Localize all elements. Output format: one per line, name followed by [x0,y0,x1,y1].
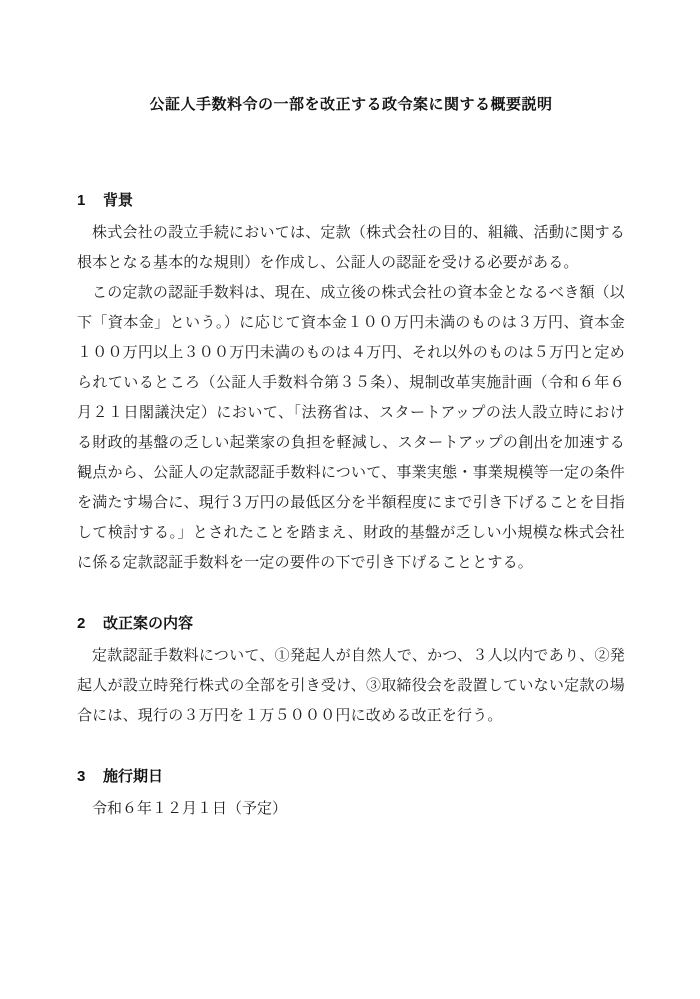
section-heading-label: 施行期日 [103,768,164,785]
document-title: 公証人手数料令の一部を改正する政令案に関する概要説明 [149,96,553,113]
section-heading [77,612,625,636]
section-heading-label: 背景 [103,192,134,209]
section-number: 1 [77,192,86,209]
paragraph: 定款認証手数料について、①発起人が自然人で、かつ、３人以内であり、②発起人が設立時発行株式の全部を引き受け、③取締役会を設置していない定款の場合には、現行の３万円を１万５０００円に改める改正を行う。 [77,648,625,724]
section-number: 3 [77,768,86,785]
section-background [77,189,625,578]
section-heading-label: 改正案の内容 [103,615,194,632]
paragraph: 株式会社の設立手続においては、定款（株式会社の目的、組織、活動に関する根本となる基本的な規則）を作成し、公証人の認証を受ける必要がある。 [77,225,625,271]
paragraph: この定款の認証手数料は、現在、成立後の株式会社の資本金となるべき額（以下「資本金」という。）に応じて資本金１００万円未満のものは３万円、資本金１００万円以上３００万円未満のものは４万円、それ以外のものは５万円と定められているところ（公証人手数料令第３５条）、規制改革実施計画（令和６年６月２１日閣議決定）において、「法務省は、スタートアップの法人設立時における財政的基盤の乏しい起業家の負担を軽減し、スタートアップの創出を加速する観点から、公証人の定款認証手数料について、事業実態・事業規模等一定の条件を満たす場合に、現行３万円の最低区分を半額程度にまで引き下げることを目指して検討する。」とされたことを踏まえ、財政的基盤が乏しい小規模な株式会社に係る定款認証手数料を一定の要件の下で引き下げることとする。 [77,285,625,571]
section-effective-date [77,765,625,824]
section-number: 2 [77,615,86,632]
section-amendment-content [77,612,625,731]
paragraph: 令和６年１２月１日（予定） [92,801,288,817]
section-heading [77,765,625,789]
section-heading [77,189,625,213]
